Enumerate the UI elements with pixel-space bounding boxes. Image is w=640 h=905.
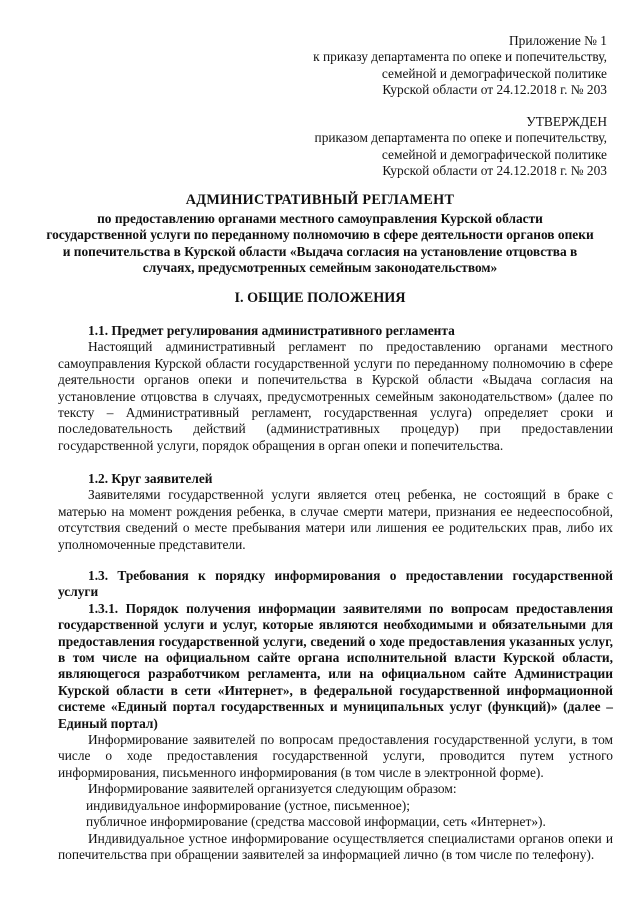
section-1-3-paragraph: Индивидуальное устное информирование осуществляется специалистами органов опеки и попечительства при обращении заявителей за информацией лично (в том числе по телефону).	[58, 830, 613, 862]
subtitle-line: по предоставлению органами местного самоуправления Курской области	[97, 211, 543, 226]
section-1-3-1-heading: 1.3.1. Порядок получения информации заявителями по вопросам предоставления государственной услуги и услуг, которые являются необходимыми и обязательными для предоставления государственной услуги, сведений о ходе предоставления указанных услуг, в том числе на официальном сайте органа исполнительной власти Курской области, являющегося разработчиком регламента, или на официальном сайте Администрации Курской области в сети «Интернет», в федеральной государственной информационной системе «Единый портал государственных и муниципальных услуг (функций)» (далее – Единый портал)	[58, 600, 613, 731]
approval-line: семейной и демографической политике	[381, 146, 607, 162]
subtitle-line: и попечительства в Курской области «Выдача согласия на установление отцовства в	[62, 243, 578, 259]
annex-line: Приложение № 1	[508, 33, 607, 48]
subtitle-line: государственной услуги по переданному полномочию в сфере деятельности органов опеки	[46, 227, 594, 243]
list-item: публичное информирование (средства массовой информации, сеть «Интернет»).	[86, 814, 546, 830]
section-1-3-heading: 1.3. Требования к порядку информирования о предоставлении государственной услуги	[58, 568, 613, 600]
annex-header	[313, 33, 607, 99]
document-title: АДМИНИСТРАТИВНЫЙ РЕГЛАМЕНТ	[185, 192, 455, 208]
section-1-1	[58, 323, 613, 454]
approval-header	[315, 114, 607, 180]
approval-line: Курской области от 24.12.2018 г. № 203	[382, 163, 607, 179]
annex-line: Курской области от 24.12.2018 г. № 203	[382, 82, 607, 98]
subtitle-line: случаях, предусмотренных семейным законодательством»	[142, 260, 498, 276]
section-1-1-heading: 1.1. Предмет регулирования административного регламента	[88, 323, 455, 338]
list-item: индивидуальное информирование (устное, письменное);	[86, 797, 410, 813]
section-1-3-paragraph: Информирование заявителей по вопросам предоставления государственной услуги, в том числе о ходе предоставления государственной услуги, проводится путем устного информирования, письменного информирования (в том числе в электронной форме).	[58, 732, 613, 780]
section-1-2	[58, 471, 613, 553]
approval-line: приказом департамента по опеке и попечительству,	[314, 130, 607, 146]
annex-line: семейной и демографической политике	[381, 65, 607, 81]
section-1-3-paragraph: Информирование заявителей организуется следующим образом:	[88, 781, 457, 797]
section-1-3	[58, 568, 613, 863]
section-1-2-text: Заявителями государственной услуги является отец ребенка, не состоящий в браке с матерью на момент рождения ребенка, в случае смерти матери, признания ее недееспособной, отсутствия сведений о месте пребывания матери или лишения ее родительских прав, либо их уполномоченные представители.	[58, 487, 613, 552]
section-heading: I. ОБЩИЕ ПОЛОЖЕНИЯ	[234, 290, 406, 306]
annex-line: к приказу департамента по опеке и попечительству,	[313, 49, 607, 65]
approval-line: УТВЕРЖДЕН	[526, 114, 607, 129]
section-1-1-text: Настоящий административный регламент по предоставлению органами местного самоуправления Курской области государственной услуги по переданному полномочию в сфере деятельности органов опеки и попечительства в Курской области «Выдача согласия на установление отцовства в случаях, предусмотренных семейным законодательством» (далее по тексту – Административный регламент, государственная услуга) определяет сроки и последовательность действий (административных процедур) при предоставлении государственной услуги, порядок обращения в орган опеки и попечительства.	[58, 339, 613, 453]
section-1-2-heading: 1.2. Круг заявителей	[88, 471, 213, 486]
document-subtitle	[28, 211, 612, 277]
